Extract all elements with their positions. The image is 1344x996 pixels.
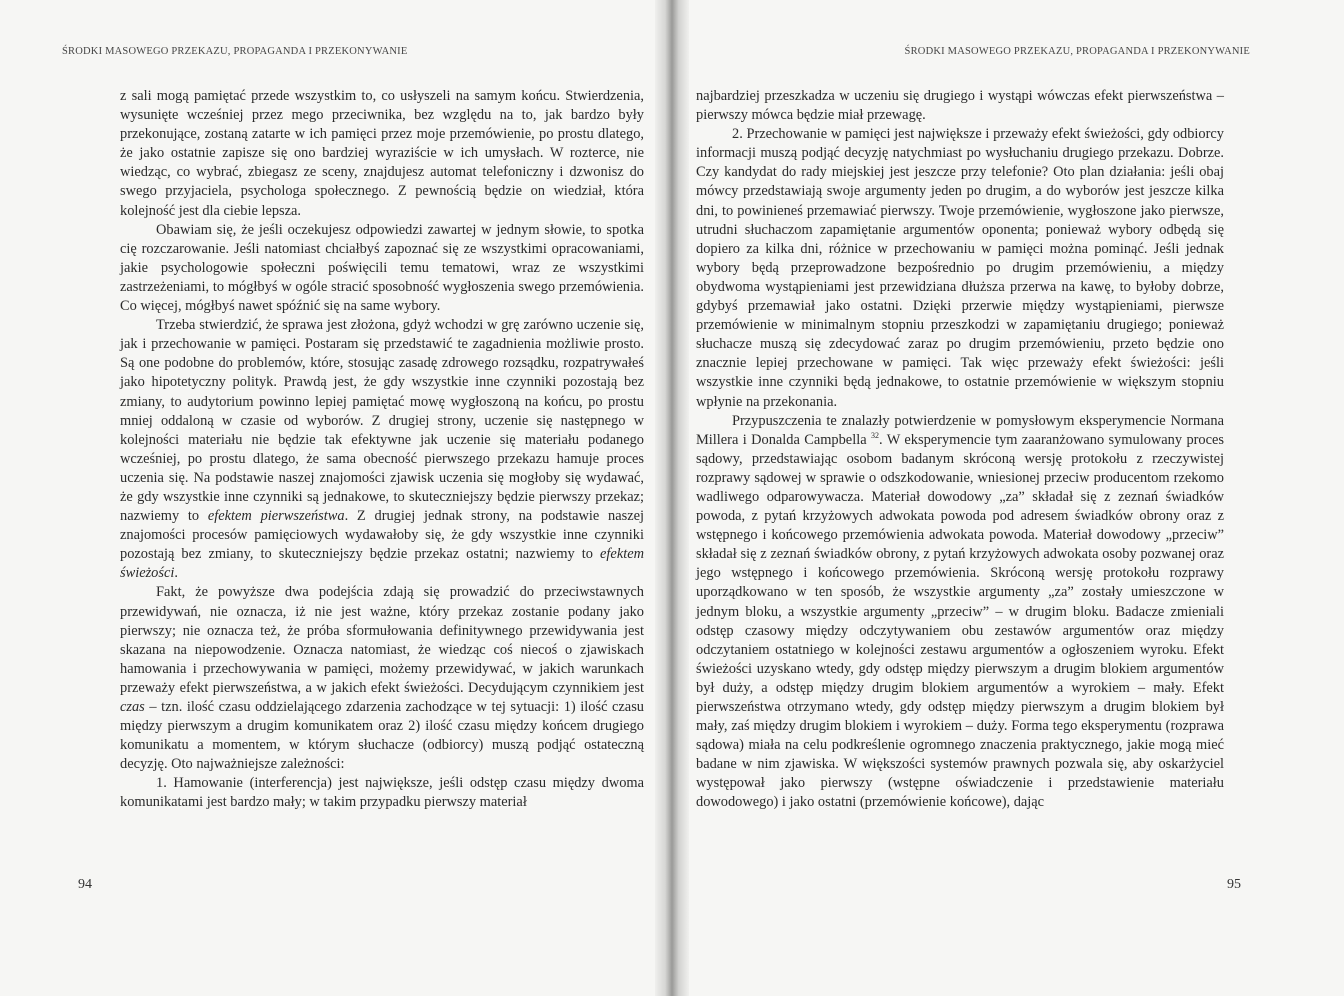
footnote-marker: 32 (870, 430, 879, 440)
paragraph: z sali mogą pamiętać przede wszystkim to, co usłyszeli na samym końcu. Stwierdzenia, wysunięte wcześniej przez mego przeciwnika, bez względu na to, jak bardzo były przekonujące, zostaną zatarte w ich pamięci przez moje przemówienie, po prostu dlatego, że jako ostatnie zapisze się ono bardziej wyraziście w ich umysłach. W rozterce, nie wiedząc, co wybrać, zbiegasz ze sceny, znajdujesz automat telefoniczny i dzwonisz do swego przyjaciela, psychologa społecznego. Z pewnością będzie on wiedział, która kolejność jest dla ciebie lepsza. (120, 88, 644, 219)
left-page (0, 0, 660, 996)
italic-term: efektem świeżości (120, 546, 644, 582)
paragraph (120, 583, 644, 774)
right-page (684, 0, 1344, 996)
body-text (696, 87, 1224, 813)
body-text (120, 87, 644, 813)
italic-term: czas (120, 699, 145, 715)
paragraph: Obawiam się, że jeśli oczekujesz odpowiedzi zawartej w jednym słowie, to spotka cię rozczarowanie. Jeśli natomiast chciałbyś zapoznać się ze wszystkimi opracowaniami, jakie psychologowie społeczni poświęcili temu tematowi, wraz ze wszystkimi zastrzeżeniami, to mógłbyś w ogóle stracić sposobność wygłoszenia swego przemówienia. Co więcej, mógłbyś nawet spóźnić się na same wybory. (120, 221, 644, 315)
page-number: 95 (1227, 877, 1241, 892)
text-run: – tzn. ilość czasu oddzielającego zdarzenia zachodzące w tej sytuacji: 1) ilość czasu między pierwszym a drugim komunikatem oraz 2) ilość czasu między końcem drugiego komunikatu a momentem, w którym słuchacze (odbiorcy) muszą podjąć ostateczną decyzję. Oto najważniejsze zależności: (120, 699, 644, 773)
italic-term: efektem pierwszeństwa (207, 508, 345, 525)
text-run: . Z drugiej jednak strony, na podstawie naszej znajomości procesów pamięciowych wydawałoby się, że gdy wszystkie inne czynniki pozostają bez zmiany, to skuteczniejszy będzie przekaz ostatni; nazwiemy to (120, 508, 645, 563)
text-run: Przypuszczenia te znalazły potwierdzenie w pomysłowym eksperymencie Normana Millera i Donalda Campbella (696, 412, 1224, 448)
paragraph: najbardziej przeszkadza w uczeniu się drugiego i wystąpi wówczas efekt pierwszeństwa – pierwszy mówca będzie miał przewagę. (696, 88, 1224, 124)
page-number: 94 (78, 877, 92, 892)
running-header: ŚRODKI MASOWEGO PRZEKAZU, PROPAGANDA I PRZEKONYWANIE (62, 46, 408, 57)
text-run: Fakt, że powyższe dwa podejścia zdają się prowadzić do przeciwstawnych przewidywań, nie oznacza, iż nie jest ważne, który przekaz zostanie podany jako pierwszy; nie oznacza też, że próba sformułowania definitywnego przewidywania jest skazana na niepowodzenie. Oznacza natomiast, że wiedząc coś niecoś o zjawiskach hamowania i przechowywania w pamięci, możemy przewidywać, w jakich warunkach przeważy efekt pierwszeństwa, a w jakich efekt świeżości. Decydującym czynnikiem jest (120, 584, 644, 696)
text-run: W eksperymencie tym zaaranżowano symulowany proces sądowy, przedstawiając osobom badanym skróconą wersję protokołu z rzeczywistej rozprawy sądowej w sprawie o odszkodowanie, wniesionej przeciw producentom rzekomo wadliwego odparowywacza. Materiał dowodowy „za” składał się z zeznań świadków powoda, z pytań krzyżowych adwokata powoda pod adresem świadków obrony oraz z wstępnego i końcowego przemówienia adwokata powoda. Materiał dowodowy „przeciw” składał się z zeznań świadków obrony, z pytań krzyżowych adwokata osoby pozwanej oraz jego wstępnego i końcowego przemówienia. Skróconą wersję protokołu rozprawy uporządkowano w ten sposób, że wszystkie argumenty „za” zostały umieszczone w jednym bloku, a wszystkie argumenty „przeciw” – w drugim bloku. Badacze zmieniali odstęp czasowy między odczytywaniem obu zestawów argumentów oraz między odczytaniem ostatniego w kolejności zestawu argumentów a ogłoszeniem wyroku. Efekt świeżości uzyskano wtedy, gdy odstęp między pierwszym a drugim blokiem argumentów był duży, a odstęp między drugim blokiem argumentów a wyrokiem – mały. Efekt pierwszeństwa otrzymano wtedy, gdy odstęp między pierwszym a drugim blokiem był mały, zaś między drugim blokiem i wyrokiem – duży. Forma tego eksperymentu (rozprawa sądowa) miała na celu podkreślenie ogromnego znaczenia praktycznego, jakie mogą mieć badane w nim zjawiska. W większości systemów prawnych pozwala się, aby oskarżyciel występował jako pierwszy (wstępne oświadczenie i przedstawienie materiału dowodowego) i jako ostatni (przemówienie końcowe), dając (696, 431, 1224, 811)
text-run: Trzeba stwierdzić, że sprawa jest złożona, gdyż wchodzi w grę zarówno uczenie się, jak i przechowanie w pamięci. Postaram się przedstawić te zagadnienia możliwie prosto. Są one podobne do problemów, które, stosując zasadę zdrowego rozsądku, rozpatrywałeś jako hipotetyczny polityk. Prawdą jest, że gdy wszystkie inne czynniki pozostają bez zmiany, to audytorium powinno lepiej pamiętać mowę wygłoszoną na końcu, po prostu mniej oddaloną w czasie od wyborów. Z drugiej strony, uczenie się następnego w kolejności materiału nie będzie tak efektywne jak uczenie się materiału podanego wcześniej, po prostu dlatego, że sama obecność pierwszego przekazu hamuje proces uczenia się. Na podstawie naszej znajomości zjawisk uczenia się mogłoby się wydawać, że gdy wszystkie inne czynniki są jednakowe, to skuteczniejszy będzie pierwszy przekaz; nazwiemy to (120, 317, 644, 525)
paragraph: Przypuszczenia te znalazły potwierdzenie w pomysłowym eksperymencie Normana Millera i Donalda Campbella $^{32}$. W eksperymencie tym zaaranżowano symulowany proces sądowy, przedstawiając osobom badanym skróconą wersję protokołu z rzeczywistej rozprawy sądowej w sprawie o odszkodowanie, wniesionej przeciw producentom rzekomo wadliwego odparowywacza. Materiał dowodowy „za” składał się z zeznań świadków powoda, z pytań krzyżowych adwokata powoda pod adresem świadków obrony oraz z wstępnego i końcowego przemówienia adwokata powoda. Materiał dowodowy „przeciw” składał się z zeznań świadków obrony, z pytań krzyżowych adwokata osoby pozwanej oraz jego wstępnego i końcowego przemówienia. Skróconą wersję protokołu rozprawy uporządkowano w ten sposób, że wszystkie argumenty „za” zostały umieszczone w jednym bloku, a wszystkie argumenty „przeciw” – w drugim bloku. Badacze zmieniali odstęp czasowy między odczytywaniem obu zestawów argumentów oraz między odczytaniem ostatniego w kolejności zestawu argumentów a ogłoszeniem wyroku. Efekt świeżości uzyskano wtedy, gdy odstęp między pierwszym a drugim blokiem argumentów był duży, a odstęp między drugim blokiem argumentów a wyrokiem – mały. Efekt pierwszeństwa otrzymano wtedy, gdy odstęp między pierwszym a drugim blokiem był mały, zaś między drugim blokiem i wyrokiem – duży. Forma tego eksperymentu (rozprawa sądowa) miała na celu podkreślenie ogromnego znaczenia praktycznego, jakie mogą mieć badane w nim zjawiska. W większości systemów prawnych pozwala się, aby oskarżyciel występował jako pierwszy (wstępne oświadczenie i przedstawienie materiału dowodowego) i jako ostatni (przemówienie końcowe), dając (696, 412, 1224, 811)
running-header: ŚRODKI MASOWEGO PRZEKAZU, PROPAGANDA I PRZEKONYWANIE (904, 46, 1250, 57)
paragraph (120, 316, 644, 583)
text-run: . (174, 565, 178, 582)
paragraph: 2. Przechowanie w pamięci jest największe i przeważy efekt świeżości, gdy odbiorcy informacji muszą podjąć decyzję natychmiast po wysłuchaniu drugiego przekazu. Dobrze. Czy kandydat do rady miejskiej jest jeszcze przy telefonie? Oto plan działania: jeśli obaj mówcy przedstawiają swoje argumenty jeden po drugim, a do wyborów jest jeszcze kilka dni, to powinieneś przemawiać pierwszy. Twoje przemówienie, wygłoszone jako pierwsze, utrudni słuchaczom zapamiętanie argumentów oponenta; ponieważ wybory odbędą się dopiero za kilka dni, różnice w przechowaniu w pamięci można pominąć. Jeśli jednak wybory będą przeprowadzone bezpośrednio po drugim przemówieniu, a między obydwoma wystąpieniami jest przewidziana dłuższa przerwa na kawę, to byłoby dobrze, gdybyś przemawiał jako ostatni. Dzięki przerwie między wystąpieniami, pierwsze przemówienie w minimalnym stopniu przeszkodzi w zapamiętaniu drugiego; ponieważ słuchacze muszą się zdecydować zaraz po drugim przemówieniu, przeto będzie ono znacznie lepiej przechowane w pamięci. Tak więc przeważy efekt świeżości: jeśli wszystkie inne czynniki będą jednakowe, to ostatnie przemówienie w większym stopniu wpłynie na przekonania. (696, 126, 1224, 410)
paragraph: 1. Hamowanie (interferencja) jest największe, jeśli odstęp czasu między dwoma komunikatami jest bardzo mały; w takim przypadku pierwszy materiał (120, 775, 644, 811)
